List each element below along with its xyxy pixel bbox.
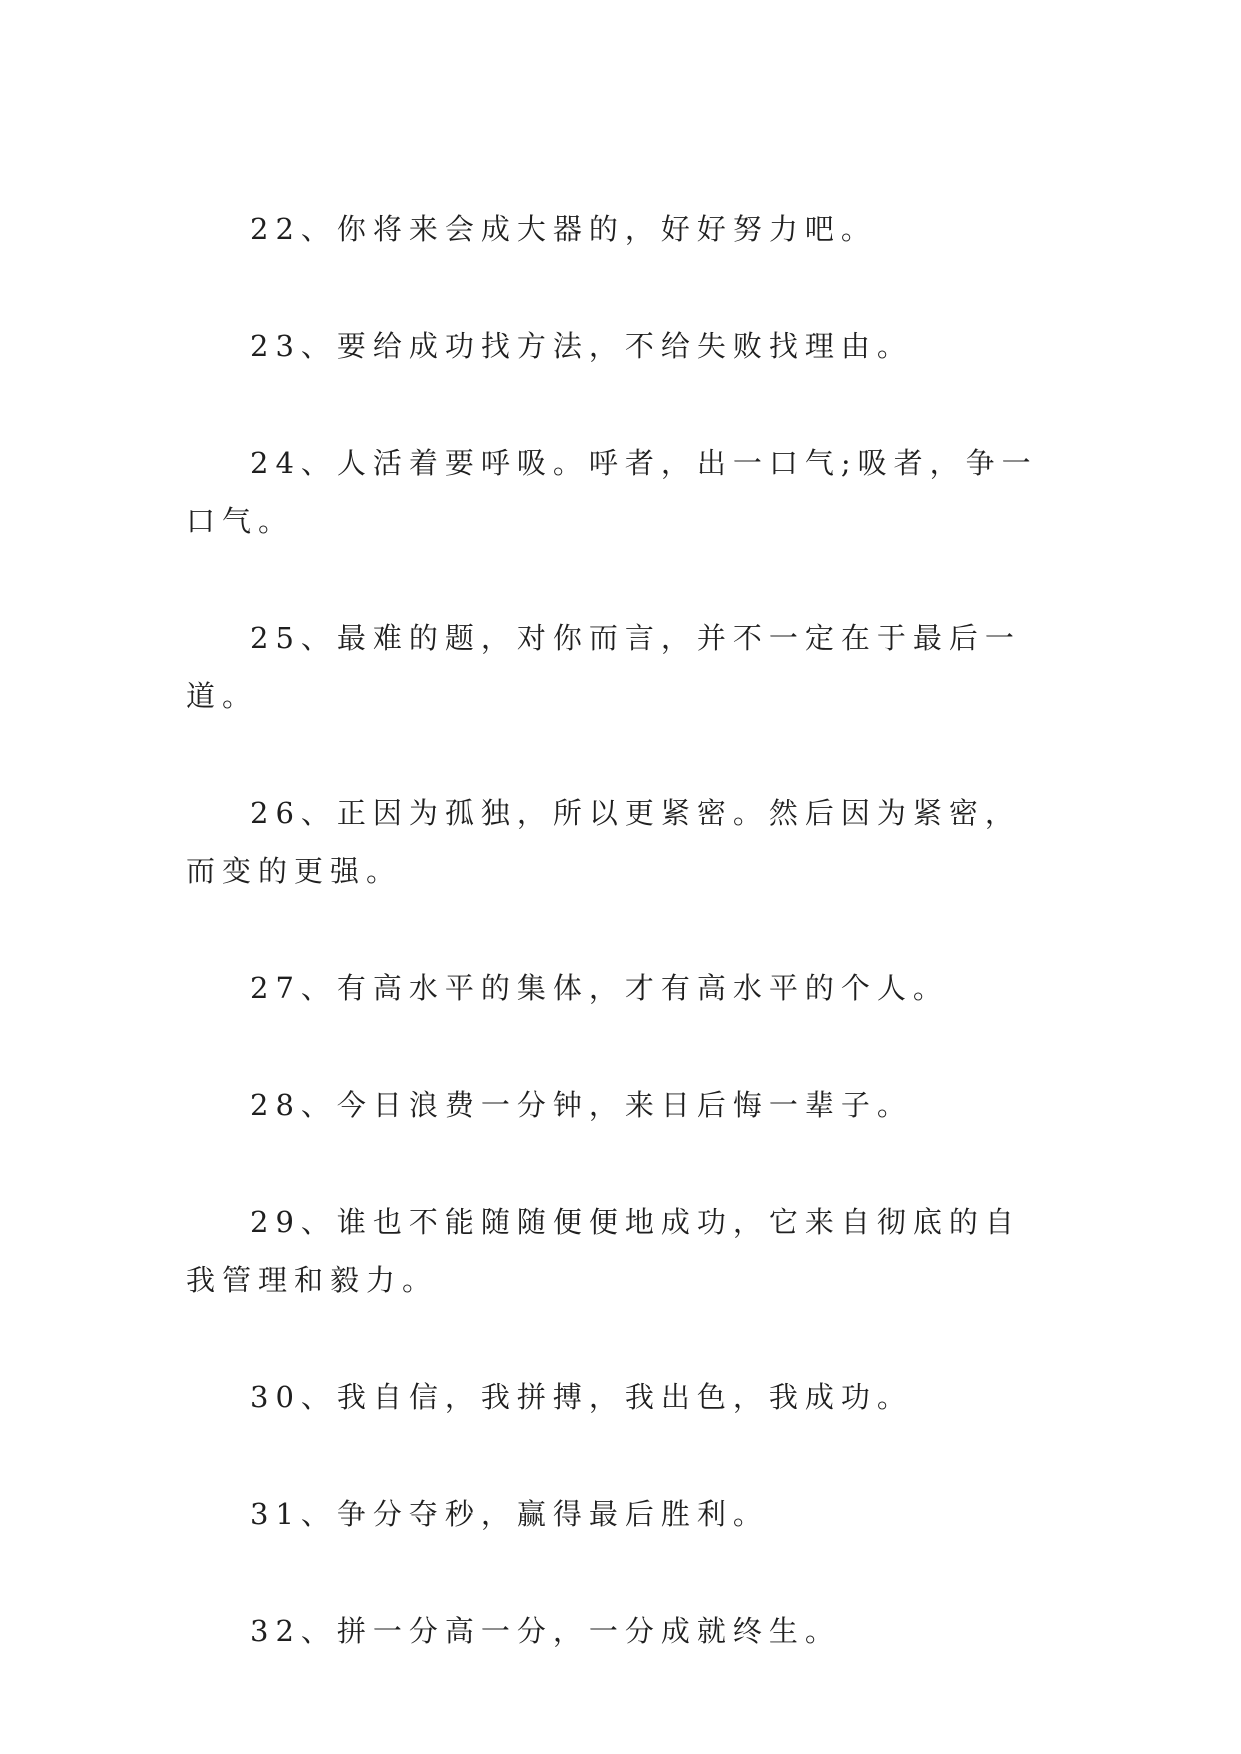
document-body	[186, 200, 1056, 1719]
paragraph-25: 25、最难的题，对你而言，并不一定在于最后一道。	[186, 621, 1021, 713]
paragraph-26: 26、正因为孤独，所以更紧密。然后因为紧密，而变的更强。	[186, 796, 1021, 888]
paragraph-29: 29、谁也不能随随便便地成功，它来自彻底的自我管理和毅力。	[186, 1205, 1021, 1297]
paragraph-31: 31、争分夺秒，赢得最后胜利。	[250, 1497, 769, 1531]
paragraph-32: 32、拼一分高一分，一分成就终生。	[250, 1614, 841, 1648]
paragraph-22: 22、你将来会成大器的，好好努力吧。	[250, 212, 877, 246]
paragraph-23: 23、要给成功找方法，不给失败找理由。	[250, 329, 913, 363]
paragraph-30: 30、我自信，我拼搏，我出色，我成功。	[250, 1380, 913, 1414]
paragraph-27: 27、有高水平的集体，才有高水平的个人。	[250, 971, 949, 1005]
paragraph-28: 28、今日浪费一分钟，来日后悔一辈子。	[250, 1088, 913, 1122]
paragraph-24: 24、人活着要呼吸。呼者，出一口气;吸者，争一口气。	[186, 446, 1038, 538]
